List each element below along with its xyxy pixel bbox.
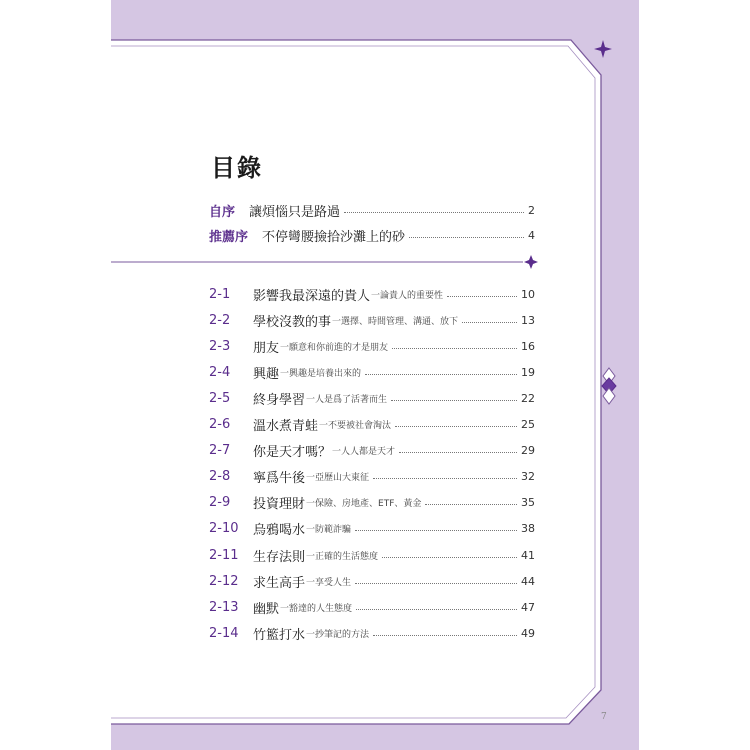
chapter-subtitle: 一正確的生活態度 bbox=[306, 551, 379, 562]
toc-entry bbox=[209, 414, 535, 436]
chapter-number: 2-4 bbox=[209, 364, 231, 380]
toc-page-number: 10 bbox=[521, 287, 535, 301]
chapter-number: 2-10 bbox=[209, 521, 239, 537]
chapter-subtitle: 一保險、房地產、ETF、黃金 bbox=[306, 499, 422, 510]
chapter-number: 2-3 bbox=[209, 338, 231, 354]
page-number: 7 bbox=[601, 712, 607, 722]
toc-page-number: 4 bbox=[528, 228, 535, 242]
chapter-number: 2-8 bbox=[209, 469, 231, 485]
toc-page-number: 22 bbox=[521, 391, 535, 405]
leader-dots bbox=[409, 237, 524, 238]
chapter-subtitle: 一不要被社會淘汰 bbox=[319, 421, 392, 431]
toc-entry bbox=[209, 544, 535, 566]
chapter-title: 朋友 bbox=[253, 340, 280, 356]
toc-entry bbox=[209, 335, 535, 357]
toc-entry bbox=[209, 199, 535, 221]
chapter-subtitle: 一豁達的人生態度 bbox=[280, 603, 353, 614]
leader-dots bbox=[395, 426, 517, 427]
chapter-title: 興趣 bbox=[253, 366, 280, 382]
chapter-subtitle: 一抄筆記的方法 bbox=[306, 629, 370, 640]
chapter-subtitle: 一論貴人的重要性 bbox=[371, 290, 444, 301]
toc-page-number: 38 bbox=[521, 522, 535, 536]
toc-entry bbox=[209, 309, 535, 331]
leader-dots bbox=[462, 322, 517, 323]
chapter-subtitle: 一人是爲了活著而生 bbox=[306, 394, 388, 405]
toc-page-number: 25 bbox=[521, 418, 535, 431]
chapter-title: 寧爲牛後 bbox=[253, 471, 306, 487]
chapter-number: 2-12 bbox=[209, 573, 239, 589]
chapter-number: 2-13 bbox=[209, 599, 239, 615]
toc-entry bbox=[209, 283, 535, 305]
toc-title: 不停彎腰撿拾沙灘上的砂 bbox=[262, 229, 406, 245]
toc-entry bbox=[209, 518, 535, 540]
chapter-number: 2-6 bbox=[209, 417, 231, 432]
chapter-title: 影響我最深遠的貴人 bbox=[253, 288, 371, 304]
chapter-subtitle: 一享受人生 bbox=[306, 577, 352, 588]
chapter-number: 2-7 bbox=[209, 443, 231, 459]
toc-entry bbox=[209, 492, 535, 514]
leader-dots bbox=[344, 212, 524, 213]
chapter-title: 幽默 bbox=[253, 601, 280, 617]
chapter-title: 終身學習 bbox=[253, 392, 306, 408]
toc-page-number: 13 bbox=[521, 313, 535, 327]
toc-page-number: 35 bbox=[521, 496, 535, 510]
chapter-subtitle: 一選擇、時間管理、溝通、放下 bbox=[332, 316, 459, 327]
leader-dots bbox=[356, 609, 517, 610]
leader-dots bbox=[355, 530, 517, 531]
toc-page-number: 2 bbox=[528, 203, 535, 217]
leader-dots bbox=[425, 504, 517, 505]
toc-page-number: 47 bbox=[521, 600, 535, 614]
toc-page-number: 32 bbox=[521, 470, 535, 484]
chapter-title: 生存法則 bbox=[253, 549, 306, 565]
toc-label: 自序 bbox=[209, 204, 236, 220]
leader-dots bbox=[391, 400, 517, 401]
toc-entry bbox=[209, 466, 535, 488]
chapter-title: 溫水煮青蛙 bbox=[253, 419, 319, 434]
chapter-title: 竹籃打水 bbox=[253, 627, 306, 643]
toc-entry bbox=[209, 570, 535, 592]
chapter-title: 烏鴉喝水 bbox=[253, 523, 306, 539]
toc-page-number: 49 bbox=[521, 626, 535, 640]
toc-entry bbox=[209, 387, 535, 409]
leader-dots bbox=[399, 452, 517, 453]
toc-entry bbox=[209, 224, 535, 246]
toc-entry bbox=[209, 622, 535, 644]
toc-entry bbox=[209, 361, 535, 383]
page-title: 目錄 bbox=[211, 154, 263, 182]
leader-dots bbox=[447, 296, 517, 297]
chapter-number: 2-14 bbox=[209, 625, 239, 641]
chapter-title: 求生高手 bbox=[253, 575, 306, 591]
chapter-number: 2-1 bbox=[209, 286, 231, 302]
toc-title: 讓煩惱只是路過 bbox=[249, 204, 341, 220]
book-page bbox=[111, 0, 639, 750]
chapter-subtitle: 一興趣是培養出來的 bbox=[280, 368, 362, 379]
toc-page-number: 41 bbox=[521, 548, 535, 562]
toc-page-number: 16 bbox=[521, 339, 535, 353]
chapter-number: 2-11 bbox=[209, 547, 239, 563]
toc-page-number: 29 bbox=[521, 444, 535, 458]
chapter-number: 2-2 bbox=[209, 312, 231, 328]
chapter-title: 投資理財 bbox=[253, 497, 306, 513]
chapter-subtitle: 一人人都是天才 bbox=[332, 447, 396, 458]
leader-dots bbox=[365, 374, 517, 375]
toc-page-number: 44 bbox=[521, 574, 535, 588]
leader-dots bbox=[392, 348, 517, 349]
leader-dots bbox=[355, 583, 517, 584]
leader-dots bbox=[373, 635, 517, 636]
toc-page-number: 19 bbox=[521, 365, 535, 379]
toc-entry bbox=[209, 596, 535, 618]
chapter-title: 你是天才嗎？ bbox=[253, 445, 332, 461]
leader-dots bbox=[382, 557, 517, 558]
chapter-subtitle: 一願意和你前進的才是朋友 bbox=[280, 342, 389, 353]
chapter-number: 2-5 bbox=[209, 390, 231, 406]
toc-label: 推薦序 bbox=[209, 229, 249, 245]
chapter-number: 2-9 bbox=[209, 495, 231, 511]
chapter-subtitle: 一亞歷山大東征 bbox=[306, 473, 370, 484]
chapter-subtitle: 一防範詐騙 bbox=[306, 525, 352, 536]
chapter-title: 學校沒教的事 bbox=[253, 314, 332, 330]
leader-dots bbox=[373, 478, 517, 479]
toc-entry bbox=[209, 440, 535, 462]
